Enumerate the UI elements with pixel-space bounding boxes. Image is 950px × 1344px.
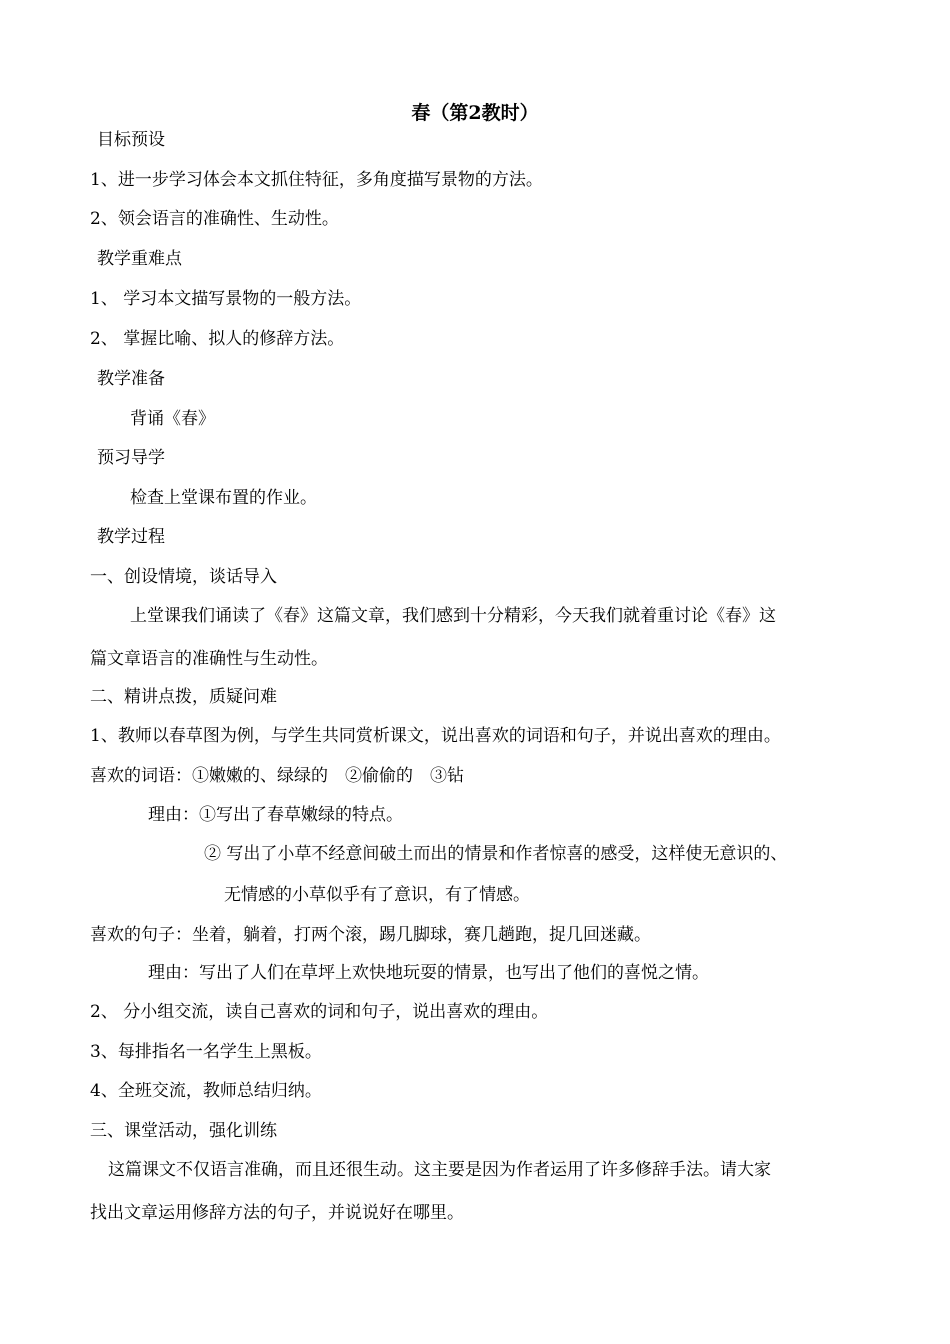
goal-item-1: 1、进一步学习体会本文抓住特征，多角度描写景物的方法。 bbox=[90, 170, 543, 190]
paragraph-line: 找出文章运用修辞方法的句子，并说说好在哪里。 bbox=[90, 1203, 464, 1223]
paragraph-line: 篇文章语言的准确性与生动性。 bbox=[90, 649, 328, 669]
activity-item-2: 2、 分小组交流，读自己喜欢的词和句子，说出喜欢的理由。 bbox=[90, 1002, 549, 1022]
section-heading-process: 教学过程 bbox=[97, 527, 165, 547]
goal-item-2: 2、领会语言的准确性、生动性。 bbox=[90, 209, 339, 229]
section-heading-key-points: 教学重难点 bbox=[97, 249, 182, 269]
process-step-3-heading: 三、课堂活动，强化训练 bbox=[90, 1121, 277, 1141]
key-point-item-2: 2、 掌握比喻、拟人的修辞方法。 bbox=[90, 329, 345, 349]
section-heading-preview: 预习导学 bbox=[97, 448, 165, 468]
paragraph-line: 这篇课文不仅语言准确，而且还很生动。这主要是因为作者运用了许多修辞手法。请大家 bbox=[108, 1160, 771, 1180]
reason-line: 理由：①写出了春草嫩绿的特点。 bbox=[148, 805, 403, 825]
process-step-1-heading: 一、创设情境，谈话导入 bbox=[90, 567, 277, 587]
reason-line: 理由：写出了人们在草坪上欢快地玩耍的情景，也写出了他们的喜悦之情。 bbox=[148, 963, 709, 983]
page-title: 春（第2教时） bbox=[411, 102, 539, 124]
process-step-2-heading: 二、精讲点拨，质疑问难 bbox=[90, 687, 277, 707]
preview-text: 检查上堂课布置的作业。 bbox=[130, 488, 317, 508]
favorite-sentence: 喜欢的句子：坐着，躺着，打两个滚，踢几脚球，赛几趟跑，捉几回迷藏。 bbox=[90, 925, 651, 945]
reason-line: 无情感的小草似乎有了意识，有了情感。 bbox=[224, 885, 530, 905]
preparation-text: 背诵《春》 bbox=[130, 409, 215, 429]
key-point-item-1: 1、 学习本文描写景物的一般方法。 bbox=[90, 289, 362, 309]
section-heading-preparation: 教学准备 bbox=[97, 369, 165, 389]
section-heading-goals: 目标预设 bbox=[97, 130, 165, 150]
activity-item-3: 3、每排指名一名学生上黑板。 bbox=[90, 1042, 322, 1062]
activity-item-4: 4、全班交流，教师总结归纳。 bbox=[90, 1081, 322, 1101]
paragraph-line: 上堂课我们诵读了《春》这篇文章，我们感到十分精彩，今天我们就着重讨论《春》这 bbox=[130, 606, 776, 626]
activity-item-1: 1、教师以春草图为例，与学生共同赏析课文，说出喜欢的词语和句子，并说出喜欢的理由。 bbox=[90, 726, 781, 746]
reason-line: ② 写出了小草不经意间破土而出的情景和作者惊喜的感受，这样使无意识的、 bbox=[204, 844, 788, 864]
favorite-words: 喜欢的词语：①嫩嫩的、绿绿的 ②偷偷的 ③钻 bbox=[90, 766, 464, 786]
